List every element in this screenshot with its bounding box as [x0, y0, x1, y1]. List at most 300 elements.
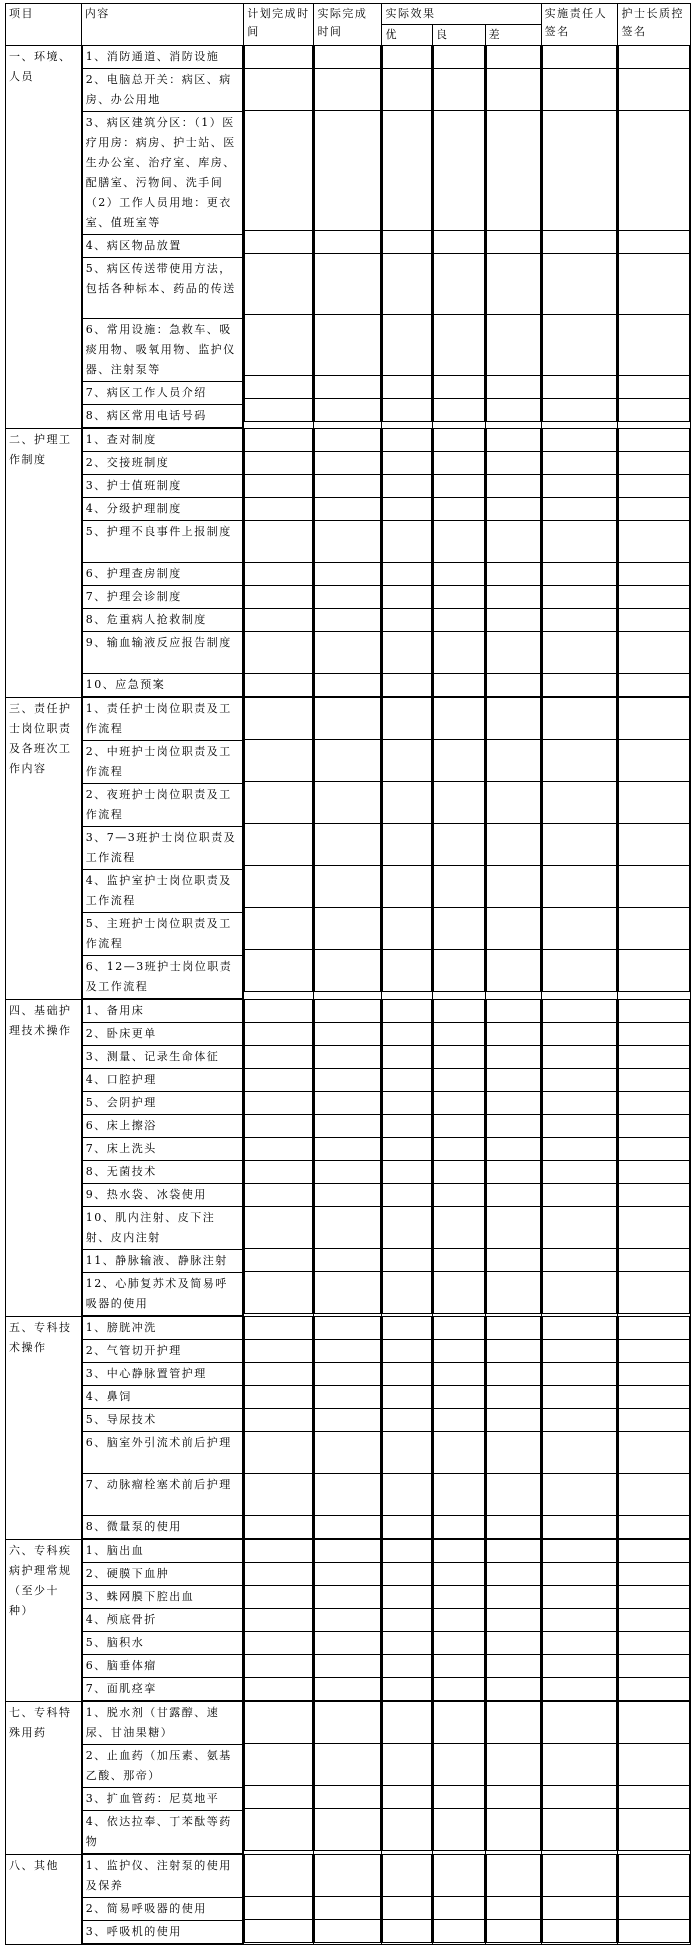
effect-fair-cell-slot[interactable] [433, 1386, 484, 1409]
effect-good-cell-slot[interactable] [383, 1586, 431, 1609]
planned-time-cell-slot[interactable] [245, 1632, 313, 1655]
responsible-sign-cell-slot[interactable] [542, 1432, 617, 1474]
planned-time-cell-slot[interactable] [245, 231, 313, 254]
responsible-sign-cell-slot[interactable] [542, 1563, 617, 1586]
effect-good-cell-slot[interactable] [383, 1897, 431, 1920]
planned-time-cell-slot[interactable] [245, 1023, 313, 1046]
head-nurse-sign-cell-slot[interactable] [619, 908, 690, 950]
responsible-sign-cell-slot[interactable] [542, 1092, 617, 1115]
effect-poor-cell-slot[interactable] [486, 674, 540, 697]
head-nurse-sign-cell-slot[interactable] [619, 1632, 690, 1655]
actual-time-cell-slot[interactable] [315, 315, 381, 376]
responsible-sign-cell-slot[interactable] [542, 740, 617, 782]
effect-fair-cell-slot[interactable] [433, 1632, 484, 1655]
effect-fair-cell-slot[interactable] [433, 866, 484, 908]
effect-poor-cell-slot[interactable] [486, 69, 540, 111]
actual-time-cell-slot[interactable] [315, 521, 381, 563]
effect-poor-cell-slot[interactable] [486, 1409, 540, 1432]
effect-poor-cell-slot[interactable] [486, 521, 540, 563]
effect-good-cell-slot[interactable] [383, 111, 431, 231]
effect-good-cell-slot[interactable] [383, 866, 431, 908]
planned-time-cell-slot[interactable] [245, 1855, 313, 1897]
effect-good-cell-slot[interactable] [383, 1540, 431, 1563]
head-nurse-sign-cell-slot[interactable] [619, 1920, 690, 1943]
actual-time-cell-slot[interactable] [315, 1069, 381, 1092]
responsible-sign-cell-slot[interactable] [542, 1340, 617, 1363]
planned-time-cell-slot[interactable] [245, 563, 313, 586]
effect-poor-cell-slot[interactable] [486, 586, 540, 609]
planned-time-cell-slot[interactable] [245, 429, 313, 452]
planned-time-cell-slot[interactable] [245, 740, 313, 782]
effect-poor-cell-slot[interactable] [486, 1092, 540, 1115]
effect-good-cell-slot[interactable] [383, 315, 431, 376]
responsible-sign-cell-slot[interactable] [542, 46, 617, 69]
planned-time-cell-slot[interactable] [245, 632, 313, 674]
actual-time-cell-slot[interactable] [315, 1386, 381, 1409]
effect-poor-cell-slot[interactable] [486, 824, 540, 866]
actual-time-cell-slot[interactable] [315, 1516, 381, 1539]
responsible-sign-cell-slot[interactable] [542, 452, 617, 475]
planned-time-cell-slot[interactable] [245, 1249, 313, 1272]
actual-time-cell-slot[interactable] [315, 1744, 381, 1786]
responsible-sign-cell-slot[interactable] [542, 1678, 617, 1701]
effect-fair-cell-slot[interactable] [433, 632, 484, 674]
planned-time-cell-slot[interactable] [245, 1363, 313, 1386]
planned-time-cell-slot[interactable] [245, 1655, 313, 1678]
effect-poor-cell-slot[interactable] [486, 1678, 540, 1701]
effect-poor-cell-slot[interactable] [486, 1000, 540, 1023]
planned-time-cell-slot[interactable] [245, 1586, 313, 1609]
planned-time-cell-slot[interactable] [245, 1138, 313, 1161]
head-nurse-sign-cell-slot[interactable] [619, 782, 690, 824]
effect-poor-cell-slot[interactable] [486, 1023, 540, 1046]
responsible-sign-cell-slot[interactable] [542, 586, 617, 609]
actual-time-cell-slot[interactable] [315, 1702, 381, 1744]
head-nurse-sign-cell-slot[interactable] [619, 1516, 690, 1539]
effect-poor-cell-slot[interactable] [486, 1184, 540, 1207]
planned-time-cell-slot[interactable] [245, 376, 313, 399]
head-nurse-sign-cell-slot[interactable] [619, 376, 690, 399]
head-nurse-sign-cell-slot[interactable] [619, 1000, 690, 1023]
head-nurse-sign-cell-slot[interactable] [619, 315, 690, 376]
effect-fair-cell-slot[interactable] [433, 1897, 484, 1920]
head-nurse-sign-cell-slot[interactable] [619, 1023, 690, 1046]
effect-good-cell-slot[interactable] [383, 1069, 431, 1092]
actual-time-cell-slot[interactable] [315, 1632, 381, 1655]
responsible-sign-cell-slot[interactable] [542, 1516, 617, 1539]
head-nurse-sign-cell-slot[interactable] [619, 399, 690, 422]
effect-poor-cell-slot[interactable] [486, 1809, 540, 1851]
effect-good-cell-slot[interactable] [383, 1161, 431, 1184]
effect-poor-cell-slot[interactable] [486, 866, 540, 908]
actual-time-cell-slot[interactable] [315, 586, 381, 609]
effect-good-cell-slot[interactable] [383, 254, 431, 315]
effect-fair-cell-slot[interactable] [433, 1655, 484, 1678]
head-nurse-sign-cell-slot[interactable] [619, 1678, 690, 1701]
effect-poor-cell-slot[interactable] [486, 1046, 540, 1069]
effect-fair-cell-slot[interactable] [433, 1363, 484, 1386]
planned-time-cell-slot[interactable] [245, 1161, 313, 1184]
effect-poor-cell-slot[interactable] [486, 1516, 540, 1539]
head-nurse-sign-cell-slot[interactable] [619, 254, 690, 315]
effect-fair-cell-slot[interactable] [433, 1207, 484, 1249]
responsible-sign-cell-slot[interactable] [542, 1655, 617, 1678]
effect-fair-cell-slot[interactable] [433, 1432, 484, 1474]
effect-fair-cell-slot[interactable] [433, 1586, 484, 1609]
effect-poor-cell-slot[interactable] [486, 111, 540, 231]
actual-time-cell-slot[interactable] [315, 824, 381, 866]
effect-good-cell-slot[interactable] [383, 1386, 431, 1409]
actual-time-cell-slot[interactable] [315, 1409, 381, 1432]
responsible-sign-cell-slot[interactable] [542, 782, 617, 824]
head-nurse-sign-cell-slot[interactable] [619, 586, 690, 609]
actual-time-cell-slot[interactable] [315, 1272, 381, 1314]
effect-good-cell-slot[interactable] [383, 1920, 431, 1943]
effect-poor-cell-slot[interactable] [486, 1317, 540, 1340]
actual-time-cell-slot[interactable] [315, 1855, 381, 1897]
head-nurse-sign-cell-slot[interactable] [619, 1069, 690, 1092]
effect-fair-cell-slot[interactable] [433, 1115, 484, 1138]
effect-fair-cell-slot[interactable] [433, 1409, 484, 1432]
effect-poor-cell-slot[interactable] [486, 1115, 540, 1138]
effect-good-cell-slot[interactable] [383, 1138, 431, 1161]
effect-good-cell-slot[interactable] [383, 824, 431, 866]
responsible-sign-cell-slot[interactable] [542, 1138, 617, 1161]
planned-time-cell-slot[interactable] [245, 1184, 313, 1207]
effect-poor-cell-slot[interactable] [486, 1474, 540, 1516]
responsible-sign-cell-slot[interactable] [542, 1386, 617, 1409]
effect-poor-cell-slot[interactable] [486, 950, 540, 992]
planned-time-cell-slot[interactable] [245, 782, 313, 824]
head-nurse-sign-cell-slot[interactable] [619, 475, 690, 498]
effect-good-cell-slot[interactable] [383, 1678, 431, 1701]
effect-good-cell-slot[interactable] [383, 740, 431, 782]
effect-fair-cell-slot[interactable] [433, 950, 484, 992]
head-nurse-sign-cell-slot[interactable] [619, 698, 690, 740]
actual-time-cell-slot[interactable] [315, 1138, 381, 1161]
head-nurse-sign-cell-slot[interactable] [619, 1609, 690, 1632]
effect-good-cell-slot[interactable] [383, 1363, 431, 1386]
effect-good-cell-slot[interactable] [383, 1432, 431, 1474]
effect-fair-cell-slot[interactable] [433, 1046, 484, 1069]
actual-time-cell-slot[interactable] [315, 698, 381, 740]
effect-good-cell-slot[interactable] [383, 46, 431, 69]
effect-fair-cell-slot[interactable] [433, 586, 484, 609]
planned-time-cell-slot[interactable] [245, 1340, 313, 1363]
effect-fair-cell-slot[interactable] [433, 1678, 484, 1701]
head-nurse-sign-cell-slot[interactable] [619, 740, 690, 782]
head-nurse-sign-cell-slot[interactable] [619, 1184, 690, 1207]
head-nurse-sign-cell-slot[interactable] [619, 452, 690, 475]
planned-time-cell-slot[interactable] [245, 315, 313, 376]
actual-time-cell-slot[interactable] [315, 782, 381, 824]
responsible-sign-cell-slot[interactable] [542, 1897, 617, 1920]
effect-good-cell-slot[interactable] [383, 674, 431, 697]
head-nurse-sign-cell-slot[interactable] [619, 563, 690, 586]
effect-poor-cell-slot[interactable] [486, 1609, 540, 1632]
effect-good-cell-slot[interactable] [383, 1000, 431, 1023]
effect-poor-cell-slot[interactable] [486, 498, 540, 521]
responsible-sign-cell-slot[interactable] [542, 563, 617, 586]
effect-poor-cell-slot[interactable] [486, 1586, 540, 1609]
effect-poor-cell-slot[interactable] [486, 1855, 540, 1897]
planned-time-cell-slot[interactable] [245, 1092, 313, 1115]
effect-good-cell-slot[interactable] [383, 1702, 431, 1744]
actual-time-cell-slot[interactable] [315, 1563, 381, 1586]
effect-fair-cell-slot[interactable] [433, 111, 484, 231]
effect-poor-cell-slot[interactable] [486, 1920, 540, 1943]
head-nurse-sign-cell-slot[interactable] [619, 1809, 690, 1851]
effect-fair-cell-slot[interactable] [433, 1563, 484, 1586]
actual-time-cell-slot[interactable] [315, 1432, 381, 1474]
actual-time-cell-slot[interactable] [315, 1023, 381, 1046]
planned-time-cell-slot[interactable] [245, 1207, 313, 1249]
head-nurse-sign-cell-slot[interactable] [619, 1272, 690, 1314]
planned-time-cell-slot[interactable] [245, 1897, 313, 1920]
effect-poor-cell-slot[interactable] [486, 1363, 540, 1386]
responsible-sign-cell-slot[interactable] [542, 674, 617, 697]
effect-fair-cell-slot[interactable] [433, 69, 484, 111]
responsible-sign-cell-slot[interactable] [542, 1000, 617, 1023]
head-nurse-sign-cell-slot[interactable] [619, 609, 690, 632]
head-nurse-sign-cell-slot[interactable] [619, 1249, 690, 1272]
actual-time-cell-slot[interactable] [315, 429, 381, 452]
actual-time-cell-slot[interactable] [315, 69, 381, 111]
effect-good-cell-slot[interactable] [383, 632, 431, 674]
effect-good-cell-slot[interactable] [383, 1317, 431, 1340]
effect-good-cell-slot[interactable] [383, 908, 431, 950]
responsible-sign-cell-slot[interactable] [542, 521, 617, 563]
head-nurse-sign-cell-slot[interactable] [619, 1363, 690, 1386]
head-nurse-sign-cell-slot[interactable] [619, 46, 690, 69]
responsible-sign-cell-slot[interactable] [542, 1184, 617, 1207]
actual-time-cell-slot[interactable] [315, 498, 381, 521]
effect-fair-cell-slot[interactable] [433, 1249, 484, 1272]
responsible-sign-cell-slot[interactable] [542, 632, 617, 674]
effect-poor-cell-slot[interactable] [486, 740, 540, 782]
effect-fair-cell-slot[interactable] [433, 698, 484, 740]
effect-poor-cell-slot[interactable] [486, 1207, 540, 1249]
responsible-sign-cell-slot[interactable] [542, 69, 617, 111]
effect-good-cell-slot[interactable] [383, 1115, 431, 1138]
effect-good-cell-slot[interactable] [383, 399, 431, 422]
head-nurse-sign-cell-slot[interactable] [619, 1855, 690, 1897]
actual-time-cell-slot[interactable] [315, 1474, 381, 1516]
actual-time-cell-slot[interactable] [315, 46, 381, 69]
actual-time-cell-slot[interactable] [315, 1115, 381, 1138]
effect-poor-cell-slot[interactable] [486, 908, 540, 950]
effect-fair-cell-slot[interactable] [433, 1161, 484, 1184]
effect-fair-cell-slot[interactable] [433, 1092, 484, 1115]
effect-poor-cell-slot[interactable] [486, 231, 540, 254]
responsible-sign-cell-slot[interactable] [542, 609, 617, 632]
effect-fair-cell-slot[interactable] [433, 908, 484, 950]
head-nurse-sign-cell-slot[interactable] [619, 1786, 690, 1809]
responsible-sign-cell-slot[interactable] [542, 1046, 617, 1069]
effect-good-cell-slot[interactable] [383, 950, 431, 992]
planned-time-cell-slot[interactable] [245, 1432, 313, 1474]
planned-time-cell-slot[interactable] [245, 609, 313, 632]
actual-time-cell-slot[interactable] [315, 1897, 381, 1920]
head-nurse-sign-cell-slot[interactable] [619, 1702, 690, 1744]
actual-time-cell-slot[interactable] [315, 475, 381, 498]
effect-fair-cell-slot[interactable] [433, 231, 484, 254]
planned-time-cell-slot[interactable] [245, 521, 313, 563]
effect-good-cell-slot[interactable] [383, 1563, 431, 1586]
responsible-sign-cell-slot[interactable] [542, 1069, 617, 1092]
effect-good-cell-slot[interactable] [383, 1184, 431, 1207]
responsible-sign-cell-slot[interactable] [542, 1363, 617, 1386]
effect-good-cell-slot[interactable] [383, 1786, 431, 1809]
effect-good-cell-slot[interactable] [383, 452, 431, 475]
effect-good-cell-slot[interactable] [383, 498, 431, 521]
head-nurse-sign-cell-slot[interactable] [619, 1744, 690, 1786]
effect-poor-cell-slot[interactable] [486, 1786, 540, 1809]
effect-poor-cell-slot[interactable] [486, 609, 540, 632]
effect-fair-cell-slot[interactable] [433, 1855, 484, 1897]
effect-poor-cell-slot[interactable] [486, 1138, 540, 1161]
responsible-sign-cell-slot[interactable] [542, 231, 617, 254]
responsible-sign-cell-slot[interactable] [542, 1540, 617, 1563]
actual-time-cell-slot[interactable] [315, 1586, 381, 1609]
effect-good-cell-slot[interactable] [383, 1809, 431, 1851]
planned-time-cell-slot[interactable] [245, 824, 313, 866]
head-nurse-sign-cell-slot[interactable] [619, 1540, 690, 1563]
effect-poor-cell-slot[interactable] [486, 1632, 540, 1655]
planned-time-cell-slot[interactable] [245, 46, 313, 69]
effect-poor-cell-slot[interactable] [486, 1563, 540, 1586]
head-nurse-sign-cell-slot[interactable] [619, 824, 690, 866]
responsible-sign-cell-slot[interactable] [542, 1161, 617, 1184]
planned-time-cell-slot[interactable] [245, 452, 313, 475]
effect-good-cell-slot[interactable] [383, 1340, 431, 1363]
effect-poor-cell-slot[interactable] [486, 254, 540, 315]
planned-time-cell-slot[interactable] [245, 866, 313, 908]
planned-time-cell-slot[interactable] [245, 1000, 313, 1023]
responsible-sign-cell-slot[interactable] [542, 1023, 617, 1046]
effect-good-cell-slot[interactable] [383, 376, 431, 399]
head-nurse-sign-cell-slot[interactable] [619, 69, 690, 111]
responsible-sign-cell-slot[interactable] [542, 698, 617, 740]
planned-time-cell-slot[interactable] [245, 111, 313, 231]
planned-time-cell-slot[interactable] [245, 1409, 313, 1432]
effect-fair-cell-slot[interactable] [433, 1317, 484, 1340]
responsible-sign-cell-slot[interactable] [542, 1115, 617, 1138]
planned-time-cell-slot[interactable] [245, 1046, 313, 1069]
planned-time-cell-slot[interactable] [245, 399, 313, 422]
responsible-sign-cell-slot[interactable] [542, 824, 617, 866]
effect-poor-cell-slot[interactable] [486, 1272, 540, 1314]
actual-time-cell-slot[interactable] [315, 111, 381, 231]
effect-fair-cell-slot[interactable] [433, 1786, 484, 1809]
actual-time-cell-slot[interactable] [315, 1655, 381, 1678]
planned-time-cell-slot[interactable] [245, 1609, 313, 1632]
planned-time-cell-slot[interactable] [245, 1386, 313, 1409]
planned-time-cell-slot[interactable] [245, 908, 313, 950]
effect-fair-cell-slot[interactable] [433, 399, 484, 422]
planned-time-cell-slot[interactable] [245, 254, 313, 315]
effect-fair-cell-slot[interactable] [433, 1474, 484, 1516]
actual-time-cell-slot[interactable] [315, 1161, 381, 1184]
actual-time-cell-slot[interactable] [315, 632, 381, 674]
actual-time-cell-slot[interactable] [315, 1249, 381, 1272]
planned-time-cell-slot[interactable] [245, 1516, 313, 1539]
head-nurse-sign-cell-slot[interactable] [619, 1317, 690, 1340]
head-nurse-sign-cell-slot[interactable] [619, 1340, 690, 1363]
effect-fair-cell-slot[interactable] [433, 1609, 484, 1632]
responsible-sign-cell-slot[interactable] [542, 111, 617, 231]
effect-fair-cell-slot[interactable] [433, 1023, 484, 1046]
responsible-sign-cell-slot[interactable] [542, 429, 617, 452]
effect-fair-cell-slot[interactable] [433, 563, 484, 586]
head-nurse-sign-cell-slot[interactable] [619, 632, 690, 674]
actual-time-cell-slot[interactable] [315, 908, 381, 950]
effect-poor-cell-slot[interactable] [486, 1897, 540, 1920]
planned-time-cell-slot[interactable] [245, 1678, 313, 1701]
effect-fair-cell-slot[interactable] [433, 1340, 484, 1363]
effect-fair-cell-slot[interactable] [433, 452, 484, 475]
planned-time-cell-slot[interactable] [245, 1474, 313, 1516]
effect-poor-cell-slot[interactable] [486, 475, 540, 498]
actual-time-cell-slot[interactable] [315, 609, 381, 632]
planned-time-cell-slot[interactable] [245, 69, 313, 111]
effect-good-cell-slot[interactable] [383, 609, 431, 632]
planned-time-cell-slot[interactable] [245, 475, 313, 498]
responsible-sign-cell-slot[interactable] [542, 1809, 617, 1851]
effect-fair-cell-slot[interactable] [433, 498, 484, 521]
actual-time-cell-slot[interactable] [315, 254, 381, 315]
actual-time-cell-slot[interactable] [315, 231, 381, 254]
effect-good-cell-slot[interactable] [383, 1023, 431, 1046]
effect-poor-cell-slot[interactable] [486, 315, 540, 376]
actual-time-cell-slot[interactable] [315, 1678, 381, 1701]
planned-time-cell-slot[interactable] [245, 1702, 313, 1744]
head-nurse-sign-cell-slot[interactable] [619, 1474, 690, 1516]
responsible-sign-cell-slot[interactable] [542, 1409, 617, 1432]
head-nurse-sign-cell-slot[interactable] [619, 1563, 690, 1586]
effect-fair-cell-slot[interactable] [433, 376, 484, 399]
effect-good-cell-slot[interactable] [383, 1632, 431, 1655]
effect-poor-cell-slot[interactable] [486, 563, 540, 586]
effect-fair-cell-slot[interactable] [433, 1809, 484, 1851]
effect-good-cell-slot[interactable] [383, 1249, 431, 1272]
head-nurse-sign-cell-slot[interactable] [619, 674, 690, 697]
head-nurse-sign-cell-slot[interactable] [619, 1046, 690, 1069]
head-nurse-sign-cell-slot[interactable] [619, 950, 690, 992]
effect-poor-cell-slot[interactable] [486, 46, 540, 69]
effect-good-cell-slot[interactable] [383, 475, 431, 498]
head-nurse-sign-cell-slot[interactable] [619, 1138, 690, 1161]
responsible-sign-cell-slot[interactable] [542, 866, 617, 908]
planned-time-cell-slot[interactable] [245, 1809, 313, 1851]
effect-fair-cell-slot[interactable] [433, 475, 484, 498]
responsible-sign-cell-slot[interactable] [542, 1632, 617, 1655]
effect-good-cell-slot[interactable] [383, 563, 431, 586]
responsible-sign-cell-slot[interactable] [542, 315, 617, 376]
effect-good-cell-slot[interactable] [383, 69, 431, 111]
actual-time-cell-slot[interactable] [315, 452, 381, 475]
effect-poor-cell-slot[interactable] [486, 782, 540, 824]
planned-time-cell-slot[interactable] [245, 586, 313, 609]
responsible-sign-cell-slot[interactable] [542, 1786, 617, 1809]
responsible-sign-cell-slot[interactable] [542, 1249, 617, 1272]
head-nurse-sign-cell-slot[interactable] [619, 1586, 690, 1609]
actual-time-cell-slot[interactable] [315, 1340, 381, 1363]
effect-poor-cell-slot[interactable] [486, 1161, 540, 1184]
effect-fair-cell-slot[interactable] [433, 1272, 484, 1314]
effect-poor-cell-slot[interactable] [486, 1540, 540, 1563]
effect-fair-cell-slot[interactable] [433, 824, 484, 866]
